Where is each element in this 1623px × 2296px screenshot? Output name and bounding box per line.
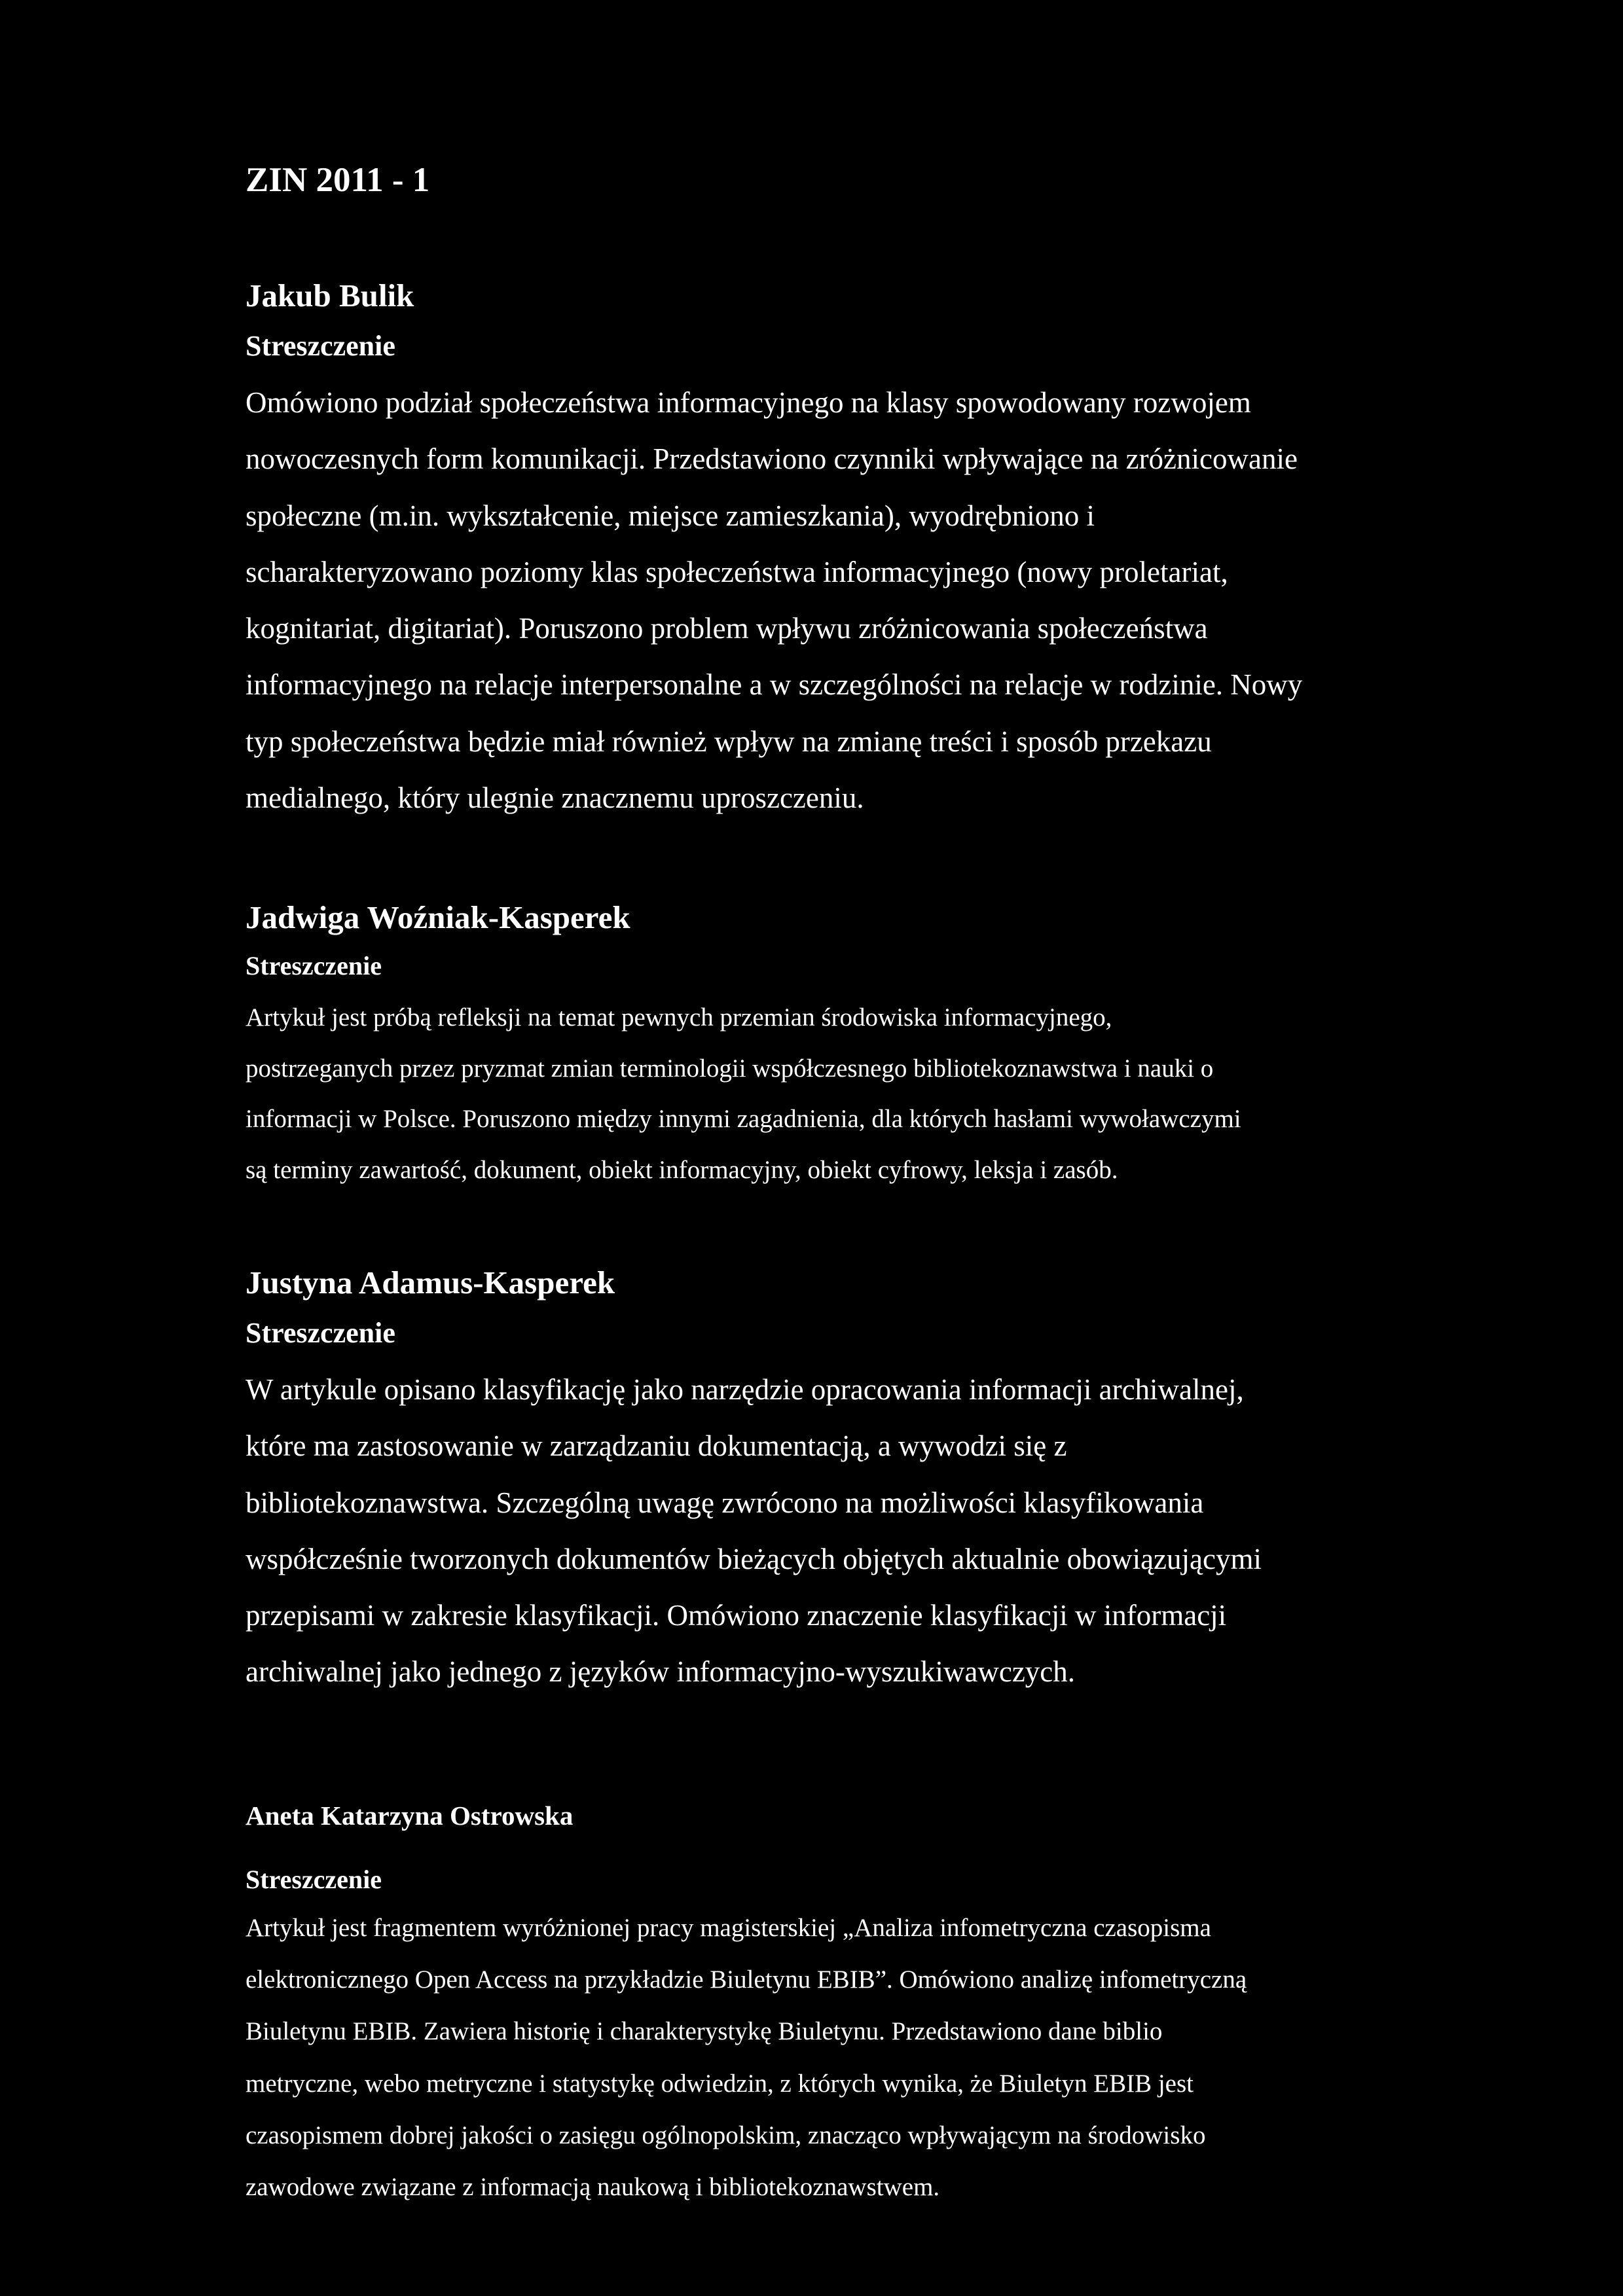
document-title: ZIN 2011 - 1: [246, 161, 430, 199]
author-name: Jakub Bulik: [246, 278, 414, 314]
article-section-wozniak-kasperek: [246, 895, 1424, 1195]
abstract-label: Streszczenie: [246, 330, 395, 362]
author-name: Aneta Katarzyna Ostrowska: [246, 1801, 574, 1831]
author-name: Justyna Adamus-Kasperek: [246, 1265, 615, 1300]
article-section-ostrowska: [246, 1796, 1424, 2213]
article-section-adamus-kasperek: [246, 1261, 1424, 1700]
abstract-text: Artykuł jest fragmentem wyróżnionej pracy magisterskiej „Analiza infometryczna czasopisma elektronicznego Open Access na przykładzie Biuletynu EBIB”. Omówiono analizę infometryczną Biuletynu EBIB. Zawiera historię i charakterystykę Biuletynu. Przedstawiono dane biblio metryczne, webo metryczne i statystykę odwiedzin, z których wynika, że Biuletyn EBIB jest czasopismem dobrej jakości o zasięgu ogólnopolskim, znacząco wpływającym na środowisko zawodowe związane z informacją naukową i bibliotekoznawstwem.: [246, 1914, 1247, 2202]
abstract-label: Streszczenie: [246, 1865, 382, 1894]
abstract-text: Omówiono podział społeczeństwa informacyjnego na klasy spowodowany rozwojem nowoczesnych form komunikacji. Przedstawiono czynniki wpływające na zróżnicowanie społeczne (m.in. wykształcenie, miejsce zamieszkania), wyodrębniono i scharakteryzowano poziomy klas społeczeństwa informacyjnego (nowy proletariat, kognitariat, digitariat). Poruszono problem wpływu zróżnicowania społeczeństwa informacyjnego na relacje interpersonalne a w szczególności na relacje w rodzinie. Nowy typ społeczeństwa będzie miał również wpływ na zmianę treści i sposób przekazu medialnego, który ulegnie znacznemu uproszczeniu.: [246, 386, 1303, 815]
article-section-bulik: [246, 274, 1424, 826]
abstract-label: Streszczenie: [246, 1317, 395, 1349]
abstract-text: Artykuł jest próbą refleksji na temat pewnych przemian środowiska informacyjnego, postrzeganych przez pryzmat zmian terminologii współczesnego bibliotekoznawstwa i nauki o informacji w Polsce. Poruszono między innymi zagadnienia, dla których hasłami wywoławczymi są terminy zawartość, dokument, obiekt informacyjny, obiekt cyfrowy, leksja i zasób.: [246, 1003, 1241, 1184]
abstract-label: Streszczenie: [246, 951, 382, 980]
author-name: Jadwiga Woźniak-Kasperek: [246, 899, 630, 935]
abstract-text: W artykule opisano klasyfikację jako narzędzie opracowania informacji archiwalnej, które ma zastosowanie w zarządzaniu dokumentacją, a wywodzi się z bibliotekoznawstwa. Szczególną uwagę zwrócono na możliwości klasyfikowania współcześnie tworzonych dokumentów bieżących objętych aktualnie obowiązującymi przepisami w zakresie klasyfikacji. Omówiono znaczenie klasyfikacji w informacji archiwalnej jako jednego z języków informacyjno-wyszukiwawczych.: [246, 1373, 1262, 1689]
